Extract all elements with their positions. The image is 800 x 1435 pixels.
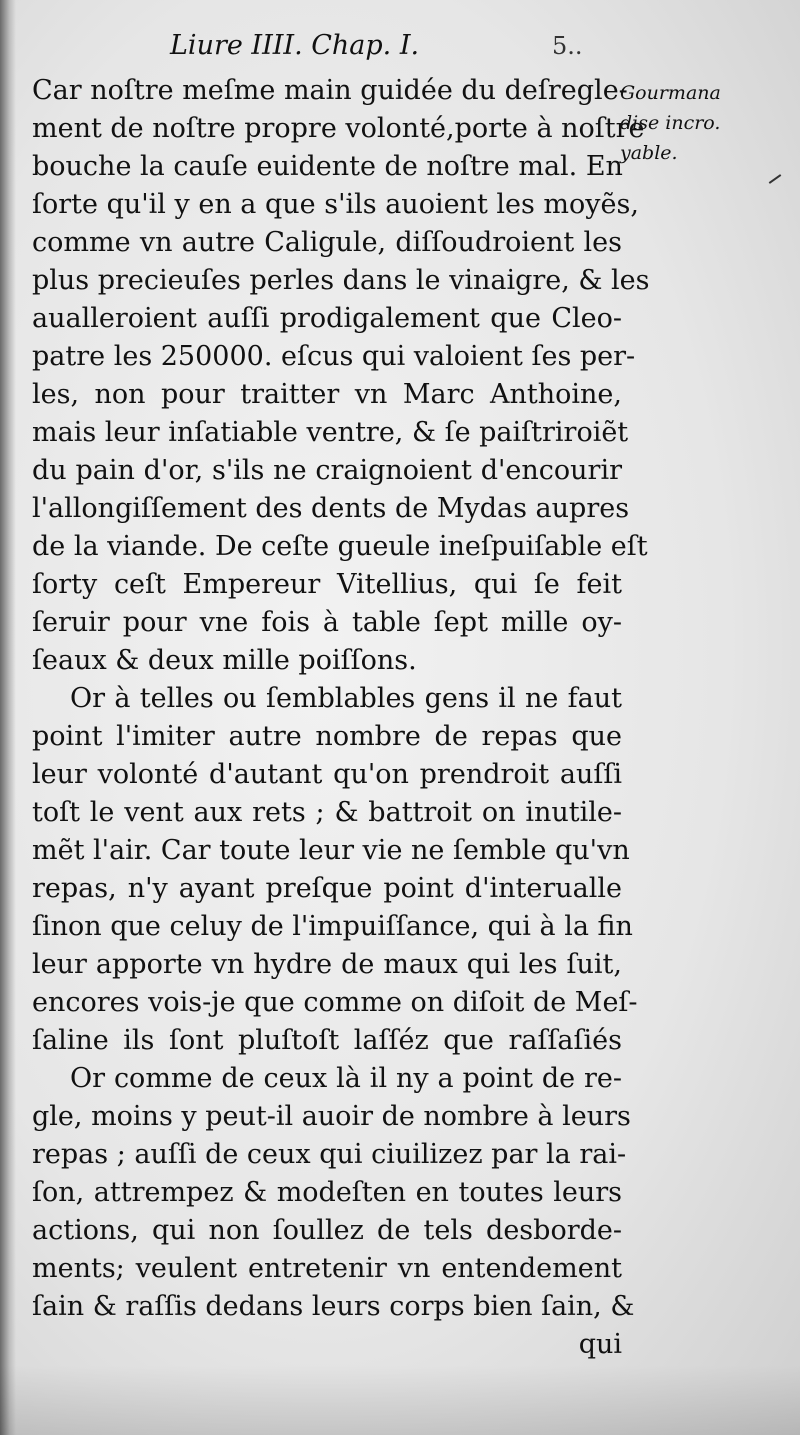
text-line: ment de noſtre propre volonté,porte à noſtre	[32, 113, 645, 144]
text-line: mais leur inſatiable ventre, & ſe paiſtriroiẽt	[32, 417, 629, 448]
text-line: point l'imiter autre nombre de repas que	[32, 721, 622, 752]
text-line: plus precieuſes perles dans le vinaigre, & les	[32, 265, 650, 296]
binding-gutter	[0, 0, 16, 1435]
text-line: ments; veulent entretenir vn entendement	[32, 1253, 622, 1284]
text-line: bouche la cauſe euidente de noſtre mal. En	[32, 151, 623, 182]
text-line: repas ; auſſi de ceux qui ciuilizez par la rai-	[32, 1139, 627, 1170]
text-line: aualleroient auſſi prodigalement que Cleo-	[32, 303, 622, 334]
text-line: ſeruir pour vne fois à table ſept mille oy-	[32, 607, 622, 638]
text-line: l'allongiſſement des dents de Mydas aupres	[32, 493, 630, 524]
text-line: les, non pour traitter vn Marc Anthoine,	[32, 379, 622, 410]
text-line: encores vois-je que comme on diſoit de Meſ-	[32, 987, 638, 1018]
text-line: Or comme de ceux là il ny a point de re-	[70, 1063, 622, 1094]
text-line: gle, moins y peut-il auoir de nombre à leurs	[32, 1101, 631, 1132]
ink-mark	[769, 174, 782, 184]
text-line: ſorty ceſt Empereur Vitellius, qui ſe feit	[32, 569, 622, 600]
text-line: ſinon que celuy de l'impuiſſance, qui à la fin	[32, 911, 633, 942]
text-line: leur volonté d'autant qu'on prendroit auſſi	[32, 759, 622, 790]
margin-note-line: yable.	[620, 142, 678, 164]
page-number: 5..	[552, 32, 583, 60]
text-line: ſain & raſſis dedans leurs corps bien ſain, &	[32, 1291, 635, 1322]
margin-note	[620, 78, 790, 168]
running-head: Liure IIII. Chap. I.	[170, 30, 420, 61]
text-line: ſeaux & deux mille poiſſons.	[32, 645, 417, 676]
text-line: leur apporte vn hydre de maux qui les ſuit,	[32, 949, 622, 980]
page-edge-shadow	[0, 1365, 800, 1435]
text-line: toſt le vent aux rets ; & battroit on inutile-	[32, 797, 622, 828]
text-line: du pain d'or, s'ils ne craignoient d'encourir	[32, 455, 622, 486]
text-line: comme vn autre Caligule, diſſoudroient les	[32, 227, 622, 258]
margin-note-line: Gourmana	[620, 82, 721, 104]
text-line: Or à telles ou ſemblables gens il ne faut	[70, 683, 622, 714]
text-line: actions, qui non ſoullez de tels desborde-	[32, 1215, 622, 1246]
text-line: patre les 250000. eſcus qui valoient ſes per-	[32, 341, 636, 372]
text-line: de la viande. De ceſte gueule ineſpuiſable eſt	[32, 531, 648, 562]
text-line: ſon, attrempez & modeſten en toutes leurs	[32, 1177, 622, 1208]
text-line: mẽt l'air. Car toute leur vie ne ſemble qu'vn	[32, 835, 630, 866]
text-line: ſorte qu'il y en a que s'ils auoient les moyẽs,	[32, 189, 639, 220]
margin-note-line: dise incro.	[620, 112, 721, 134]
show-through-text	[640, 430, 800, 1330]
catchword: qui	[578, 1329, 622, 1360]
text-line: Car noſtre meſme main guidée du deſregle-	[32, 75, 628, 106]
text-line: ſaline ils ſont pluſtoſt laſſéz que raſſaſiés	[32, 1025, 622, 1056]
text-line: repas, n'y ayant preſque point d'interualle	[32, 873, 622, 904]
